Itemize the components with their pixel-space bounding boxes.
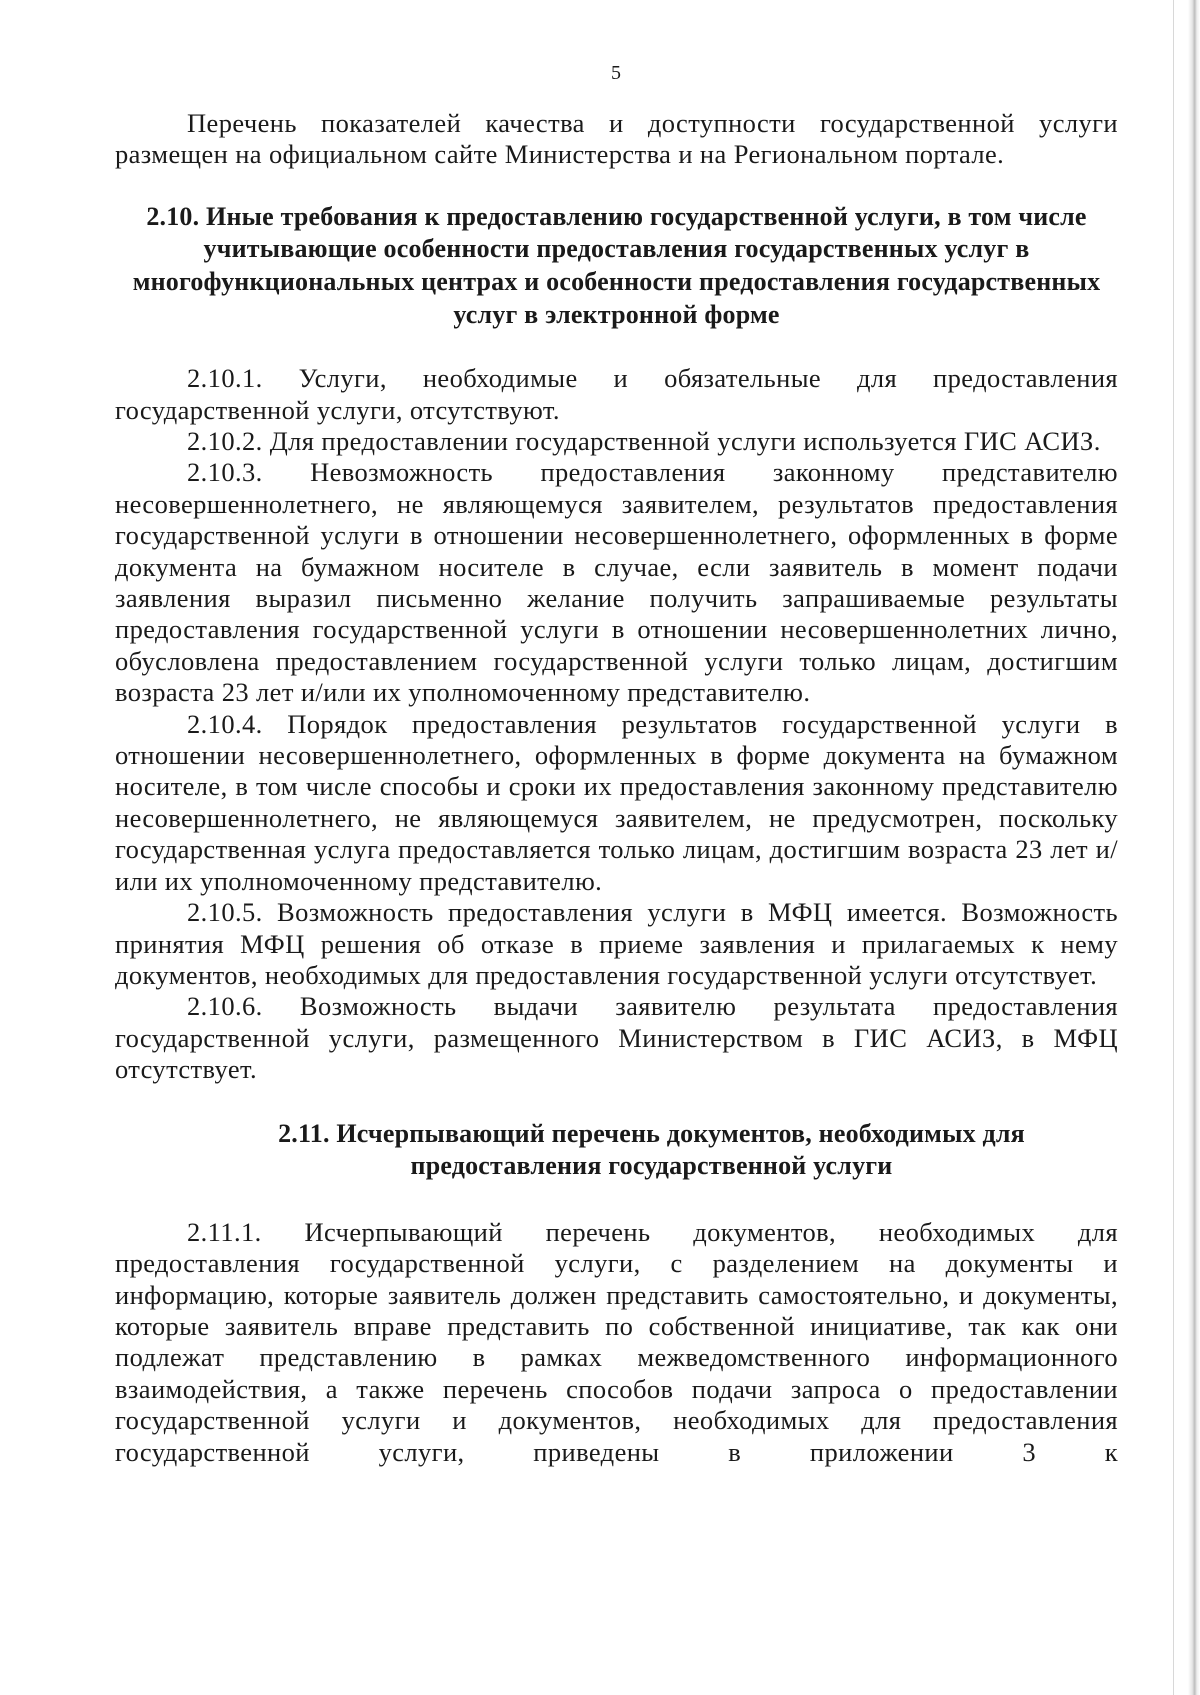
section-2-11-title: 2.11. Исчерпывающий перечень документов, необходимых для предоставления государственной услуги: [278, 1118, 1025, 1181]
page-edge-line: [1173, 0, 1174, 1695]
document-body: [115, 108, 1118, 1468]
paragraph-2-10-3: 2.10.3. Невозможность предоставления законному представителю несовершеннолетнего, не являющемуся заявителем, результатов предоставления государственной услуги в отношении несовершеннолетнего, оформленных в форме документа на бумажном носителе в случае, если заявитель в момент подачи заявления выразил письменно желание получить запрашиваемые результаты предоставления государственной услуги в отношении несовершеннолетних лично, обусловлена предоставлением государственной услуги только лицам, достигшим возраста 23 лет и/или их уполномоченному представителю.: [115, 457, 1118, 708]
section-2-10-title: 2.10. Иные требования к предоставлению государственной услуги, в том числе учитывающие особенности предоставления государственных услуг в многофункциональных центрах и особенности предоставления государственных услуг в электронной форме: [132, 201, 1101, 329]
page-edge-shadow: [1188, 0, 1200, 1695]
paragraph-2-10-1: 2.10.1. Услуги, необходимые и обязательные для предоставления государственной услуги, отсутствуют.: [115, 363, 1118, 425]
paragraph-2-10-6: 2.10.6. Возможность выдачи заявителю результата предоставления государственной услуги, размещенного Министерством в ГИС АСИЗ, в МФЦ отсутствует.: [115, 991, 1118, 1085]
paragraph-2-10-2: 2.10.2. Для предоставлении государственной услуги используется ГИС АСИЗ.: [187, 426, 1101, 456]
paragraph-2-10-5: 2.10.5. Возможность предоставления услуги в МФЦ имеется. Возможность принятия МФЦ решения об отказе в приеме заявления и прилагаемых к нему документов, необходимых для предоставления государственной услуги отсутствует.: [115, 897, 1118, 990]
page-number: 5: [611, 62, 621, 84]
paragraph-2-11-1: 2.11.1. Исчерпывающий перечень документов, необходимых для предоставления государственной услуги, с разделением на документы и информацию, которые заявитель должен представить самостоятельно, и документы, которые заявитель вправе представить по собственной инициативе, так как они подлежат представлению в рамках межведомственного информационного взаимодействия, а также перечень способов подачи запроса о предоставлении государственной услуги и документов, необходимых для предоставления государственной услуги, приведены в приложении 3 к: [115, 1216, 1118, 1467]
intro-paragraph: Перечень показателей качества и доступности государственной услуги размещен на официальном сайте Министерства и на Региональном портале.: [115, 108, 1118, 170]
paragraph-2-10-4: 2.10.4. Порядок предоставления результатов государственной услуги в отношении несовершеннолетнего, оформленных в форме документа на бумажном носителе, в том числе способы и сроки их предоставления законному представителю несовершеннолетнего, не являющемуся заявителем, не предусмотрен, поскольку государственная услуга предоставляется только лицам, достигшим возраста 23 лет и/или их уполномоченному представителю.: [115, 708, 1118, 896]
